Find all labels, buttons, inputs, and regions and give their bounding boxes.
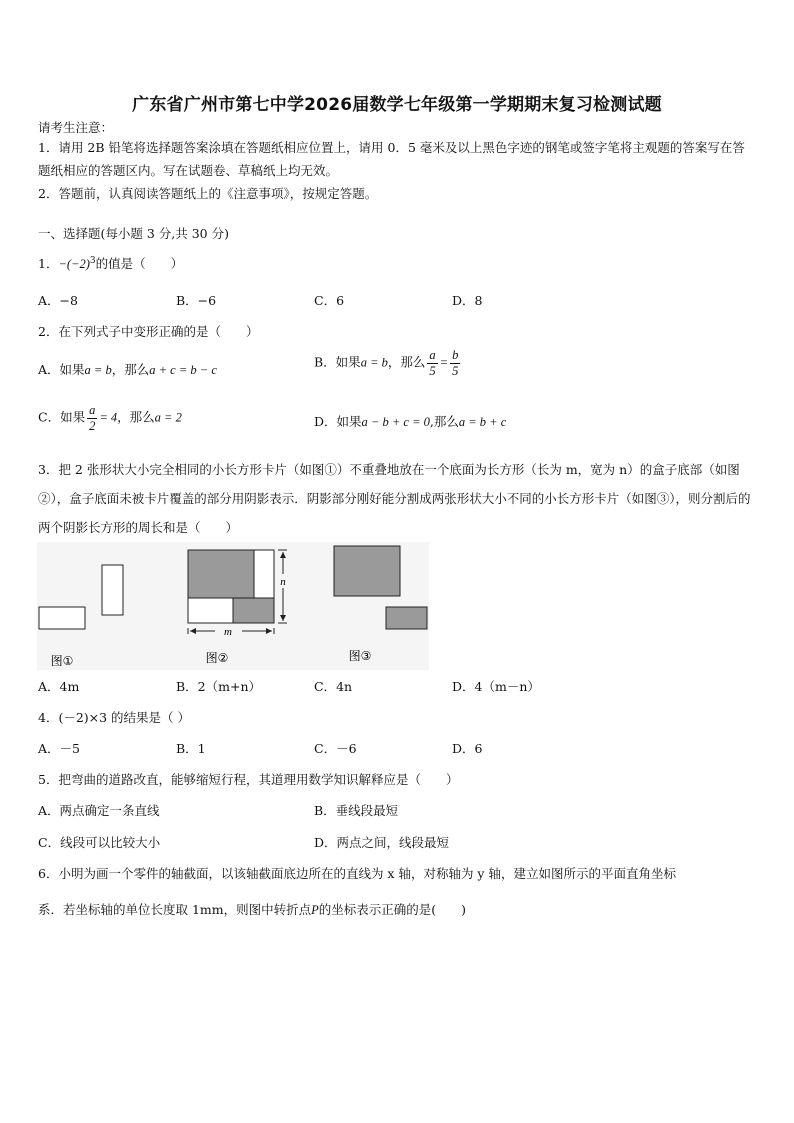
question-1-stem — [38, 254, 183, 272]
q2-b-equals: = — [439, 355, 449, 370]
fig2-shade-small — [233, 598, 274, 623]
fig2-label: 图② — [205, 651, 229, 665]
q1-exponent: 3 — [89, 255, 96, 266]
q2-b-prefix: B．如果 — [314, 354, 361, 370]
q2-b-condition: a = b — [360, 355, 388, 370]
question-4-stem: 4．(－2)×3 的结果是（ ） — [38, 710, 191, 725]
q2-c-result: a = 2 — [154, 410, 182, 425]
q2-a-condition: a = b — [84, 363, 112, 377]
question-2-stem: 2．在下列式子中变形正确的是（ ） — [38, 324, 259, 339]
q2-d-condition: a − b + c = 0 — [361, 415, 430, 429]
q1-option-b: B．−6 — [176, 293, 217, 308]
fig3-shade-large — [334, 546, 400, 596]
q3-figure-svg — [37, 542, 429, 670]
q2-a-prefix: A．如果 — [38, 362, 85, 377]
q2-c-then: ，那么 — [117, 409, 155, 425]
section-heading: 一、选择题(每小题 3 分,共 30 分) — [38, 226, 229, 241]
question-5-stem: 5．把弯曲的道路改直，能够缩短行程，其道理用数学知识解释应是（ ） — [38, 772, 459, 787]
notice-heading: 请考生注意： — [38, 120, 114, 135]
q2-option-c — [38, 404, 182, 432]
q5-option-b: B．垂线段最短 — [314, 803, 399, 818]
q3-option-a: A．4m — [38, 679, 80, 694]
q2-c-fraction: $\frac{a}{2}$ — [89, 403, 96, 433]
q6-point-p: P — [311, 903, 319, 917]
fig2-n-arrow-bottom — [280, 615, 286, 621]
fig3-label: 图③ — [348, 649, 372, 663]
q3-option-d: D．4（m－n） — [452, 679, 540, 694]
q2-d-then: ,那么 — [429, 414, 459, 429]
q2-b-then: ，那么 — [387, 354, 426, 370]
fig2-n-arrow-top — [280, 552, 286, 558]
q2-b-fraction-b: $\frac{b}{5}$ — [452, 348, 459, 378]
question-3-stem: 3．把 2 张形状大小完全相同的小长方形卡片（如图①）不重叠地放在一个底面为长方形（长为 m，宽为 n）的盒子底部（如图②），盒子底面未被卡片覆盖的部分用阴影表示．阴影部分刚好能分割成两张形状大小不同的小长方形卡片（如图③），则分割后的两个阴影长方形的周长和是（ ） — [38, 462, 751, 535]
q2-b-fraction-a: $\frac{a}{5}$ — [429, 348, 436, 378]
question-6-stem-line-2 — [38, 900, 466, 918]
q2-a-result: a + c = b − c — [149, 363, 217, 377]
fig3-shade-small — [386, 607, 427, 629]
fig1-vertical-card — [102, 565, 123, 615]
notice-item-1: 1．请用 2B 铅笔将选择题答案涂填在答题纸相应位置上，请用 0．5 毫米及以上黑色字迹的钢笔或签字笔将主观题的答案写在答题纸相应的答题区内。写在试题卷、草稿纸上均无效。 — [38, 140, 745, 178]
q1-option-d: D．8 — [452, 293, 483, 308]
q5-option-d: D．两点之间，线段最短 — [314, 835, 450, 850]
q3-option-c: C．4n — [314, 679, 353, 694]
q4-option-b: B．1 — [176, 741, 206, 756]
q2-option-d — [314, 412, 506, 430]
q4-option-d: D．6 — [452, 741, 483, 756]
q3-figure — [37, 542, 429, 670]
fig2-card-horizontal — [188, 598, 233, 623]
q2-c-condition: = 4 — [99, 410, 118, 425]
page-title: 广东省广州市第七中学2026届数学七年级第一学期期末复习检测试题 — [132, 95, 662, 115]
fig2-m-arrow-right — [266, 628, 272, 634]
fig2-shade-large — [188, 550, 254, 598]
fig2-n-label: n — [280, 576, 286, 588]
q4-option-c: C．－6 — [314, 741, 357, 756]
q2-a-then: ，那么 — [111, 362, 150, 377]
q3-option-b: B．2（m+n） — [176, 679, 262, 694]
fig1-label: 图① — [50, 654, 74, 668]
fig2-m-arrow-left — [190, 628, 196, 634]
q2-d-result: a = b + c — [458, 415, 507, 429]
q5-option-c: C．线段可以比较大小 — [38, 835, 161, 850]
fig1-horizontal-card — [39, 607, 85, 629]
q1-option-c: C．6 — [314, 293, 345, 308]
q2-option-a — [38, 360, 217, 378]
q4-option-a: A．－5 — [38, 741, 80, 756]
question-number: 1． — [38, 256, 59, 271]
q5-option-a: A．两点确定一条直线 — [38, 803, 160, 818]
fig2-m-label: m — [224, 626, 232, 638]
q2-d-prefix: D．如果 — [314, 414, 362, 429]
q6-stem-part-b: 的坐标表示正确的是( ) — [318, 902, 467, 917]
q1-expression: −(−2) — [58, 257, 90, 271]
question-6-stem-line-1: 6．小明为画一个零件的轴截面，以该轴截面底边所在的直线为 x 轴，对称轴为 y 轴，建立如图所示的平面直角坐标 — [38, 866, 676, 881]
q2-option-b — [314, 349, 462, 377]
fig2-card-vertical — [254, 550, 274, 598]
notice-item-2: 2．答题前，认真阅读答题纸上的《注意事项》，按规定答题。 — [38, 186, 378, 201]
q6-stem-part-a: 系．若坐标轴的单位长度取 1mm，则图中转折点 — [38, 902, 312, 917]
q2-c-prefix: C．如果 — [38, 409, 86, 425]
q1-option-a: A．−8 — [38, 293, 78, 308]
q1-suffix: 的值是（ ） — [95, 256, 184, 271]
